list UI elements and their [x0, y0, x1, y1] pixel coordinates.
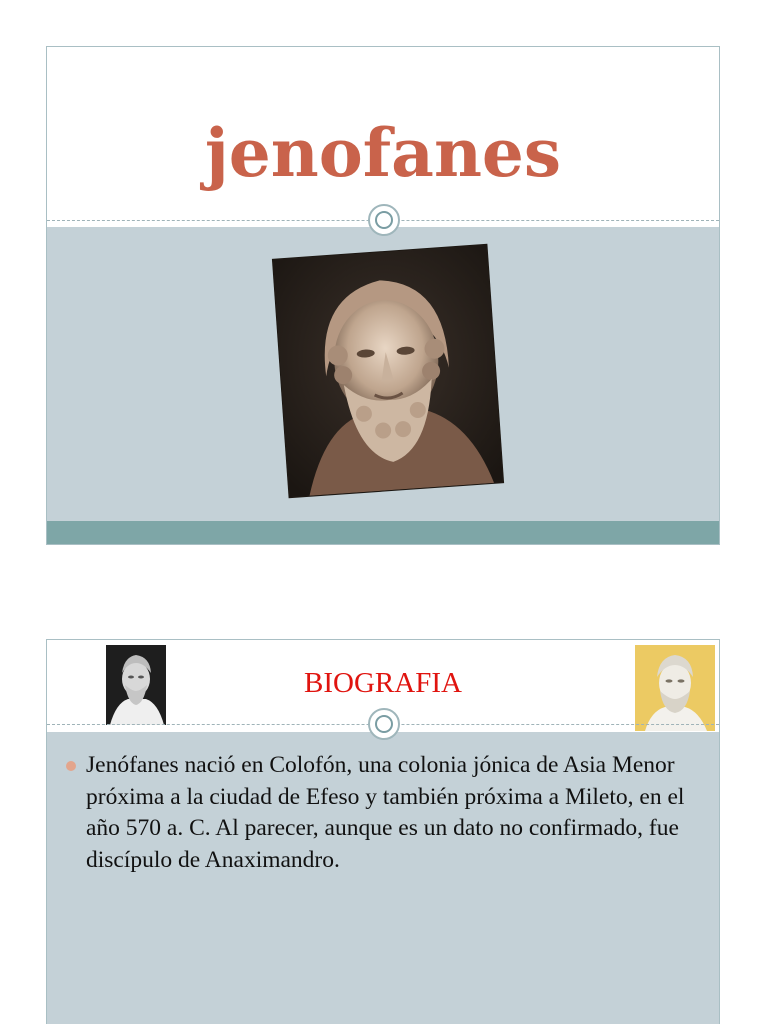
accent-bar	[47, 521, 719, 544]
bullet-dot-icon	[66, 761, 76, 771]
circle-ornament-icon	[368, 204, 400, 236]
circle-ornament-icon	[368, 708, 400, 740]
slide-biografia	[46, 639, 720, 1024]
list-item	[66, 750, 706, 876]
slide-heading: BIOGRAFIA	[304, 667, 462, 699]
slide-title-text: jenofanes	[204, 114, 562, 192]
bullet-list	[66, 750, 706, 876]
slide-title	[46, 46, 720, 545]
bullet-text: Jenófanes nació en Colofón, una colonia jónica de Asia Menor próxima a la ciudad de Efeso y también próxima a Mileto, en el año 570 a. C. Al parecer, aunque es un dato no confirmado, fue discípulo de Anaximandro.	[86, 752, 685, 873]
bust-illustration	[273, 245, 503, 497]
bust-photo	[273, 245, 503, 497]
